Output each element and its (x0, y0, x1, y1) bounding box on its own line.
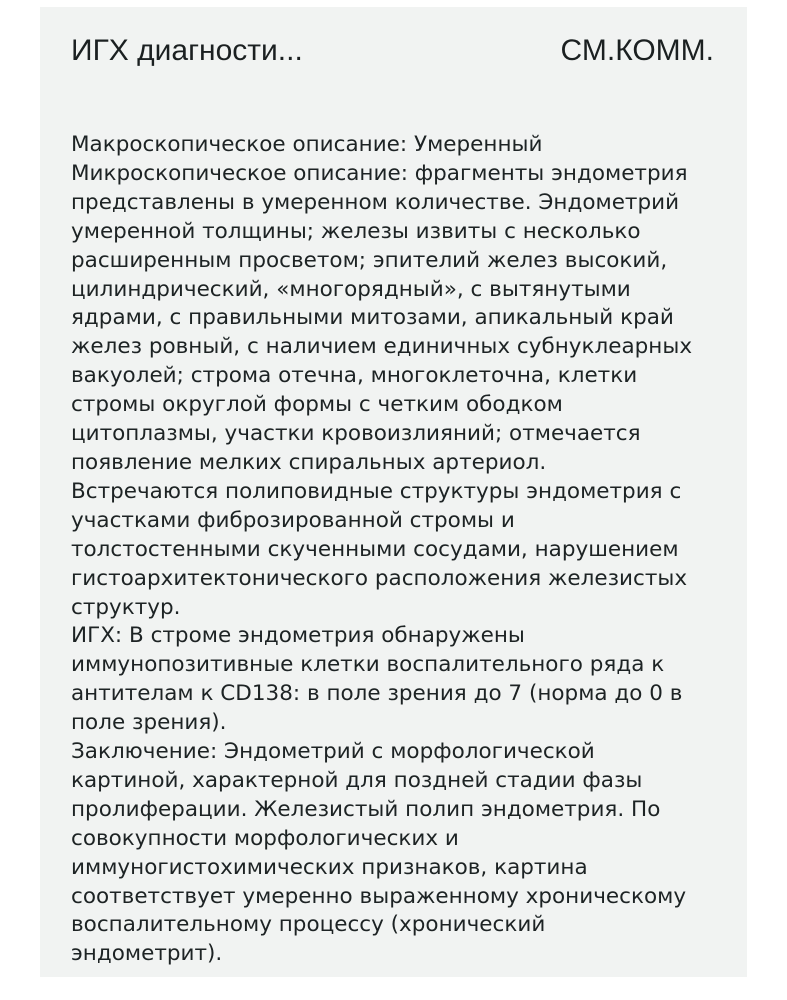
report-line: картиной, характерной для поздней стадии фазы (71, 767, 643, 793)
report-line: появление мелких спиральных артериол. (71, 449, 547, 475)
card-header (71, 33, 714, 69)
card-title: ИГХ диагности... (71, 34, 303, 67)
report-line: расширенным просветом; эпителий желез высокий, (71, 247, 668, 273)
report-line: Заключение: Эндометрий с морфологической (71, 739, 595, 765)
report-line: поле зрения). (71, 710, 227, 736)
report-line: участками фиброзированной стромы и (71, 507, 515, 533)
report-card (40, 7, 747, 977)
report-line: стромы округлой формы с четким ободком (71, 392, 563, 418)
report-line: соответствует умеренно выраженному хроническому (71, 883, 687, 909)
report-line: ИГХ: В строме эндометрия обнаружены (71, 623, 525, 649)
report-line: пролиферации. Железистый полип эндометрия. По (71, 796, 661, 822)
report-text (71, 131, 731, 969)
report-line: гистоархитектонического расположения железистых (71, 565, 688, 591)
report-line: цилиндрический, «многорядный», с вытянутыми (71, 276, 631, 302)
report-line: иммуногистохимических признаков, картина (71, 854, 588, 880)
report-line: эндометрит). (71, 941, 223, 967)
report-line: Макроскопическое описание: Умеренный (71, 132, 543, 157)
report-line: Встречаются полиповидные структуры эндометрия с (71, 478, 682, 504)
report-line: структур. (71, 594, 181, 620)
report-line: иммунопозитивные клетки воспалительного ряда к (71, 652, 665, 678)
report-line: желез ровный, с наличием единичных субнуклеарных (71, 334, 693, 360)
see-comment-button[interactable]: СМ.КОММ. (560, 34, 714, 67)
report-line: совокупности морфологических и (71, 825, 459, 851)
report-line: антителам к CD138: в поле зрения до 7 (норма до 0 в (71, 681, 683, 707)
report-line: толстостенными скученными сосудами, нарушением (71, 536, 679, 562)
report-line: цитоплазмы, участки кровоизлияний; отмечается (71, 421, 641, 447)
report-line: представлены в умеренном количестве. Эндометрий (71, 189, 680, 215)
report-line: вакуолей; строма отечна, многоклеточна, клетки (71, 363, 638, 389)
report-line: Микроскопическое описание: фрагменты эндометрия (71, 160, 688, 186)
report-line: воспалительному процессу (хронический (71, 912, 546, 938)
report-line: умеренной толщины; железы извиты с несколько (71, 218, 641, 244)
report-line: ядрами, с правильными митозами, апикальный край (71, 305, 674, 331)
